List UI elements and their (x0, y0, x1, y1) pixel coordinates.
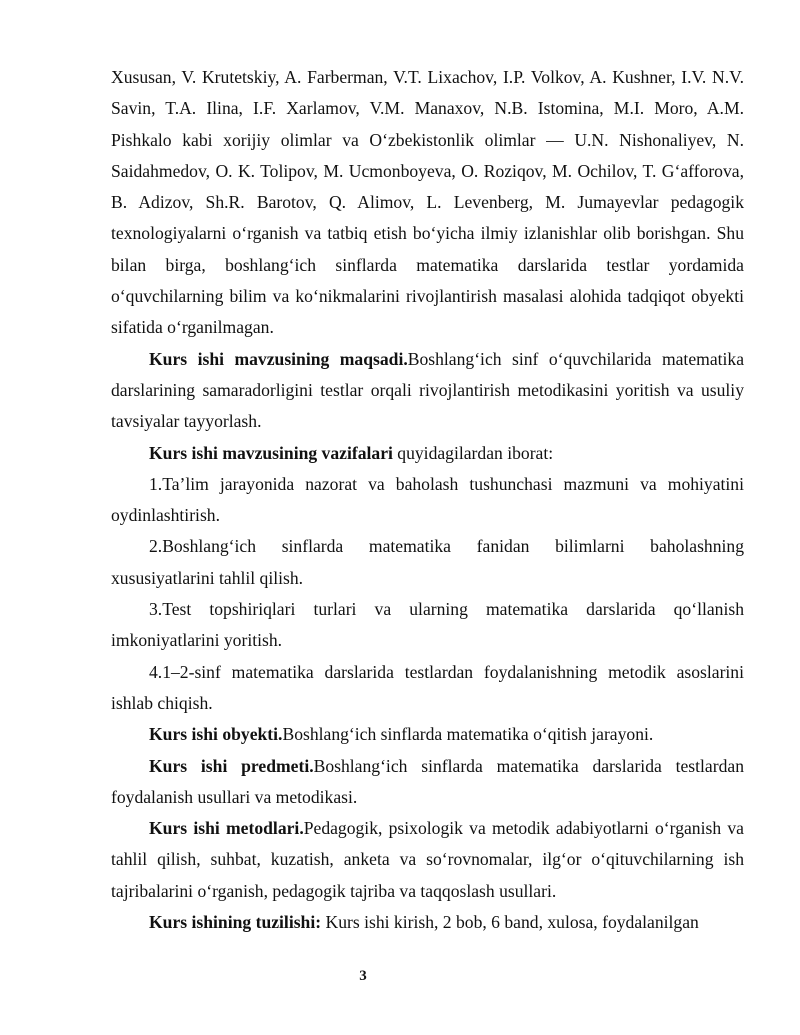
paragraph-goal (111, 344, 744, 438)
page-number: 3 (359, 968, 367, 984)
document-body (111, 62, 744, 938)
paragraph-heading: Kurs ishi predmeti. (149, 755, 314, 776)
paragraph-subject (111, 751, 744, 814)
paragraph-structure (111, 907, 744, 938)
paragraph-heading: Kurs ishi mavzusining maqsadi. (149, 348, 408, 369)
paragraph-heading: Kurs ishi metodlari. (149, 818, 304, 839)
paragraph-text: Boshlang‘ich sinflarda matematika o‘qitish jarayoni. (282, 724, 654, 745)
paragraph-text: 2.Boshlang‘ich sinflarda matematika fanidan bilimlarni baholashning xususiyatlarini tahlil qilish. (111, 536, 744, 588)
paragraph-text: 3.Test topshiriqlari turlari va ularning matematika darslarida qo‘llanish imkoniyatlarini yoritish. (111, 599, 744, 651)
task-item-2 (111, 531, 744, 594)
paragraph-tasks-intro (111, 438, 744, 469)
paragraph-text: Boshlang‘ich sinf o‘quvchilarida matematika darslarining samaradorligini testlar orqali rivojlantirish metodikasini yoritish va usuliy tavsiyalar tayyorlash. (111, 348, 745, 432)
paragraph-text: Xususan, V. Krutetskiy, A. Farberman, V.T. Lixachov, I.P. Volkov, A. Kushner, I.V. N.V. Savin, T.A. Ilina, I.F. Xarlamov, V.M. Manaxov, N.B. Istomina, M.I. Moro, A.M. Pishkalo kabi xorijiy olimlar va O‘zbekistonlik olimlar — U.N. Nishonaliyev, N. Saidahmedov, O. K. Tolipov, M. Ucmonboyeva, O. Roziqov, M. Ochilov, T. G‘afforova, B. Adizov, Sh.R. Barotov, Q. Alimov, L. Levenberg, M. Jumayevlar pedagogik texnologiyalarni o‘rganish va tatbiq etish bo‘yicha ilmiy izlanishlar olib borishgan. Shu bilan birga, boshlang‘ich sinflarda matematika darslarida testlar yordamida o‘quvchilarning bilim va ko‘nikmalarini rivojlantirish masalasi alohida tadqiqot obyekti sifatida o‘rganilmagan. (111, 67, 744, 338)
paragraph-text: Boshlang‘ich sinflarda matematika darslarida testlardan foydalanish usullari va metodikasi. (111, 755, 744, 807)
paragraph-text: 1.Ta’lim jarayonida nazorat va baholash tushunchasi mazmuni va mohiyatini oydinlashtirish. (111, 473, 744, 526)
task-item-3 (111, 594, 744, 657)
paragraph-text: Kurs ishi kirish, 2 bob, 6 band, xulosa, foydalanilgan (321, 912, 699, 933)
task-item-4 (111, 657, 744, 720)
task-item-1 (111, 469, 744, 532)
paragraph-methods (111, 813, 744, 907)
paragraph-object (111, 719, 744, 750)
paragraph-text: 4.1–2-sinf matematika darslarida testlardan foydalanishning metodik asoslarini ishlab chiqish. (111, 661, 744, 713)
paragraph-text: Pedagogik, psixologik va metodik adabiyotlarni o‘rganish va tahlil qilish, suhbat, kuzatish, anketa va so‘rovnomalar, ilg‘or o‘qituvchilarning ish tajribalarini o‘rganish, pedagogik tajriba va taqqoslash usullari. (111, 818, 744, 901)
paragraph-text: quyidagilardan iborat: (392, 442, 554, 463)
paragraph-heading: Kurs ishi mavzusining vazifalari (149, 442, 393, 463)
paragraph-heading: Kurs ishi obyekti. (149, 724, 283, 745)
paragraph-researchers (111, 62, 744, 344)
paragraph-heading: Kurs ishining tuzilishi: (149, 912, 322, 933)
